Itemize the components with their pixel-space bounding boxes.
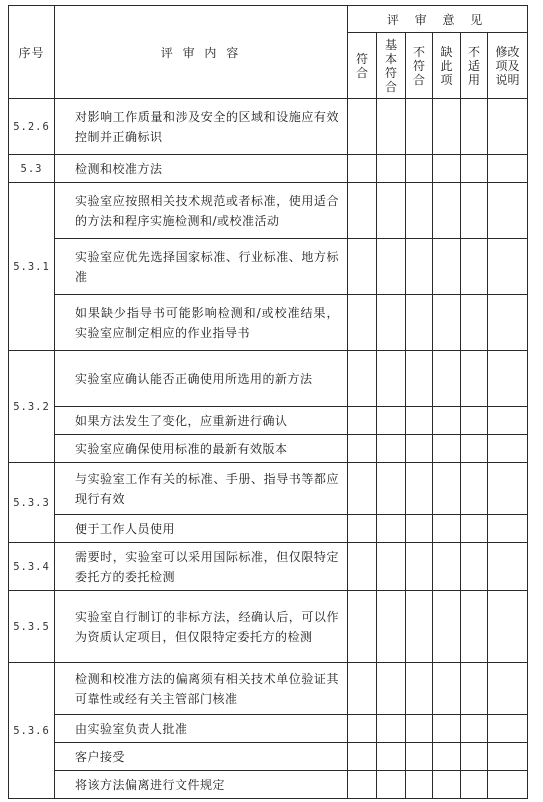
check-cell[interactable] [348, 295, 377, 351]
check-cell[interactable] [461, 463, 488, 515]
table-row [9, 183, 528, 239]
note-cell[interactable] [488, 295, 528, 351]
check-cell[interactable] [461, 715, 488, 743]
check-cell[interactable] [348, 183, 377, 239]
check-cell[interactable] [348, 435, 377, 463]
table-row [9, 407, 528, 435]
row-seq: 5.3.3 [9, 463, 55, 543]
check-cell[interactable] [377, 463, 406, 515]
check-cell[interactable] [377, 543, 406, 591]
check-cell[interactable] [461, 155, 488, 183]
note-cell[interactable] [488, 743, 528, 771]
check-cell[interactable] [348, 515, 377, 543]
check-cell[interactable] [377, 771, 406, 799]
review-table [8, 5, 528, 799]
check-cell[interactable] [461, 351, 488, 407]
row-seq: 5.3.4 [9, 543, 55, 591]
check-cell[interactable] [406, 155, 433, 183]
check-cell[interactable] [461, 239, 488, 295]
row-content: 需要时，实验室可以采用国际标准，但仅限特定委托方的委托检测 [55, 543, 348, 591]
check-cell[interactable] [433, 435, 461, 463]
note-cell[interactable] [488, 663, 528, 715]
check-cell[interactable] [433, 183, 461, 239]
table-row [9, 743, 528, 771]
col-nonconform-header: 不符合 [406, 33, 433, 99]
check-cell[interactable] [433, 99, 461, 155]
row-content: 如果方法发生了变化，应重新进行确认 [55, 407, 348, 435]
check-cell[interactable] [348, 155, 377, 183]
table-row [9, 239, 528, 295]
table-row [9, 663, 528, 715]
table-row [9, 463, 528, 515]
row-seq: 5.3.2 [9, 351, 55, 463]
check-cell[interactable] [461, 183, 488, 239]
check-cell[interactable] [348, 663, 377, 715]
row-content: 实验室应按照相关技术规范或者标准，使用适合的方法和程序实施检测和/或校准活动 [55, 183, 348, 239]
check-cell[interactable] [406, 515, 433, 543]
check-cell[interactable] [348, 463, 377, 515]
row-seq: 5.3.1 [9, 183, 55, 351]
col-missing-header: 缺此项 [433, 33, 461, 99]
check-cell[interactable] [406, 295, 433, 351]
row-seq: 5.2.6 [9, 99, 55, 155]
check-cell[interactable] [377, 351, 406, 407]
row-seq: 5.3.6 [9, 663, 55, 799]
table-row [9, 591, 528, 663]
check-cell[interactable] [433, 543, 461, 591]
check-cell[interactable] [406, 407, 433, 435]
check-cell[interactable] [433, 715, 461, 743]
note-cell[interactable] [488, 435, 528, 463]
check-cell[interactable] [406, 183, 433, 239]
check-cell[interactable] [377, 663, 406, 715]
check-cell[interactable] [406, 715, 433, 743]
row-content: 实验室应确保使用标准的最新有效版本 [55, 435, 348, 463]
row-seq: 5.3.5 [9, 591, 55, 663]
check-cell[interactable] [433, 463, 461, 515]
col-basic-conform-header: 基本符合 [377, 33, 406, 99]
note-cell[interactable] [488, 543, 528, 591]
check-cell[interactable] [433, 771, 461, 799]
check-cell[interactable] [377, 407, 406, 435]
check-cell[interactable] [406, 351, 433, 407]
check-cell[interactable] [377, 295, 406, 351]
note-cell[interactable] [488, 239, 528, 295]
check-cell[interactable] [461, 663, 488, 715]
row-content: 实验室应确认能否正确使用所选用的新方法 [55, 351, 348, 407]
row-content: 实验室自行制订的非标方法，经确认后，可以作为资质认定项目，但仅限特定委托方的检测 [55, 591, 348, 663]
row-content: 实验室应优先选择国家标准、行业标准、地方标准 [55, 239, 348, 295]
check-cell[interactable] [348, 715, 377, 743]
table-row [9, 155, 528, 183]
note-cell[interactable] [488, 99, 528, 155]
row-content: 如果缺少指导书可能影响检测和/或校准结果，实验室应制定相应的作业指导书 [55, 295, 348, 351]
note-cell[interactable] [488, 463, 528, 515]
note-cell[interactable] [488, 591, 528, 663]
row-content: 检测和校准方法 [55, 155, 348, 183]
row-seq: 5.3 [9, 155, 55, 183]
row-content: 由实验室负责人批准 [55, 715, 348, 743]
table-row [9, 515, 528, 543]
check-cell[interactable] [377, 99, 406, 155]
check-cell[interactable] [461, 407, 488, 435]
check-cell[interactable] [433, 663, 461, 715]
check-cell[interactable] [406, 663, 433, 715]
note-cell[interactable] [488, 407, 528, 435]
check-cell[interactable] [461, 295, 488, 351]
check-cell[interactable] [433, 515, 461, 543]
check-cell[interactable] [461, 99, 488, 155]
check-cell[interactable] [377, 515, 406, 543]
check-cell[interactable] [433, 239, 461, 295]
check-cell[interactable] [406, 543, 433, 591]
row-content: 客户接受 [55, 743, 348, 771]
check-cell[interactable] [433, 591, 461, 663]
check-cell[interactable] [433, 295, 461, 351]
table-row [9, 715, 528, 743]
check-cell[interactable] [348, 407, 377, 435]
row-content: 检测和校准方法的偏离须有相关技术单位验证其可靠性或经有关主管部门核准 [55, 663, 348, 715]
check-cell[interactable] [461, 743, 488, 771]
check-cell[interactable] [348, 743, 377, 771]
row-content: 将该方法偏离进行文件规定 [55, 771, 348, 799]
check-cell[interactable] [377, 155, 406, 183]
col-conform-header: 符合 [348, 33, 377, 99]
check-cell[interactable] [433, 407, 461, 435]
check-cell[interactable] [348, 591, 377, 663]
check-cell[interactable] [406, 771, 433, 799]
note-cell[interactable] [488, 183, 528, 239]
table-row [9, 543, 528, 591]
check-cell[interactable] [348, 99, 377, 155]
table-row [9, 295, 528, 351]
check-cell[interactable] [461, 771, 488, 799]
content-header: 评 审 内 容 [55, 6, 348, 99]
check-cell[interactable] [377, 715, 406, 743]
check-cell[interactable] [348, 351, 377, 407]
check-cell[interactable] [406, 435, 433, 463]
check-cell[interactable] [461, 515, 488, 543]
check-cell[interactable] [406, 99, 433, 155]
note-cell[interactable] [488, 515, 528, 543]
note-cell[interactable] [488, 351, 528, 407]
row-content: 对影响工作质量和涉及安全的区域和设施应有效控制并正确标识 [55, 99, 348, 155]
row-content: 便于工作人员使用 [55, 515, 348, 543]
check-cell[interactable] [377, 743, 406, 771]
check-cell[interactable] [433, 155, 461, 183]
check-cell[interactable] [348, 771, 377, 799]
check-cell[interactable] [461, 543, 488, 591]
seq-header: 序号 [9, 6, 55, 99]
table-row [9, 351, 528, 407]
check-cell[interactable] [406, 591, 433, 663]
check-cell[interactable] [406, 239, 433, 295]
check-cell[interactable] [406, 743, 433, 771]
check-cell[interactable] [433, 743, 461, 771]
note-cell[interactable] [488, 771, 528, 799]
check-cell[interactable] [377, 591, 406, 663]
note-cell[interactable] [488, 715, 528, 743]
check-cell[interactable] [433, 351, 461, 407]
opinion-header: 评 审 意 见 [348, 6, 528, 33]
col-revision-header: 修改项及说明 [488, 33, 528, 99]
note-cell[interactable] [488, 155, 528, 183]
row-content: 与实验室工作有关的标准、手册、指导书等都应现行有效 [55, 463, 348, 515]
check-cell[interactable] [461, 435, 488, 463]
check-cell[interactable] [348, 239, 377, 295]
check-cell[interactable] [348, 543, 377, 591]
table-row [9, 99, 528, 155]
check-cell[interactable] [377, 183, 406, 239]
check-cell[interactable] [377, 239, 406, 295]
table-row [9, 771, 528, 799]
table-row [9, 435, 528, 463]
check-cell[interactable] [377, 435, 406, 463]
col-not-applicable-header: 不适用 [461, 33, 488, 99]
check-cell[interactable] [406, 463, 433, 515]
check-cell[interactable] [461, 591, 488, 663]
